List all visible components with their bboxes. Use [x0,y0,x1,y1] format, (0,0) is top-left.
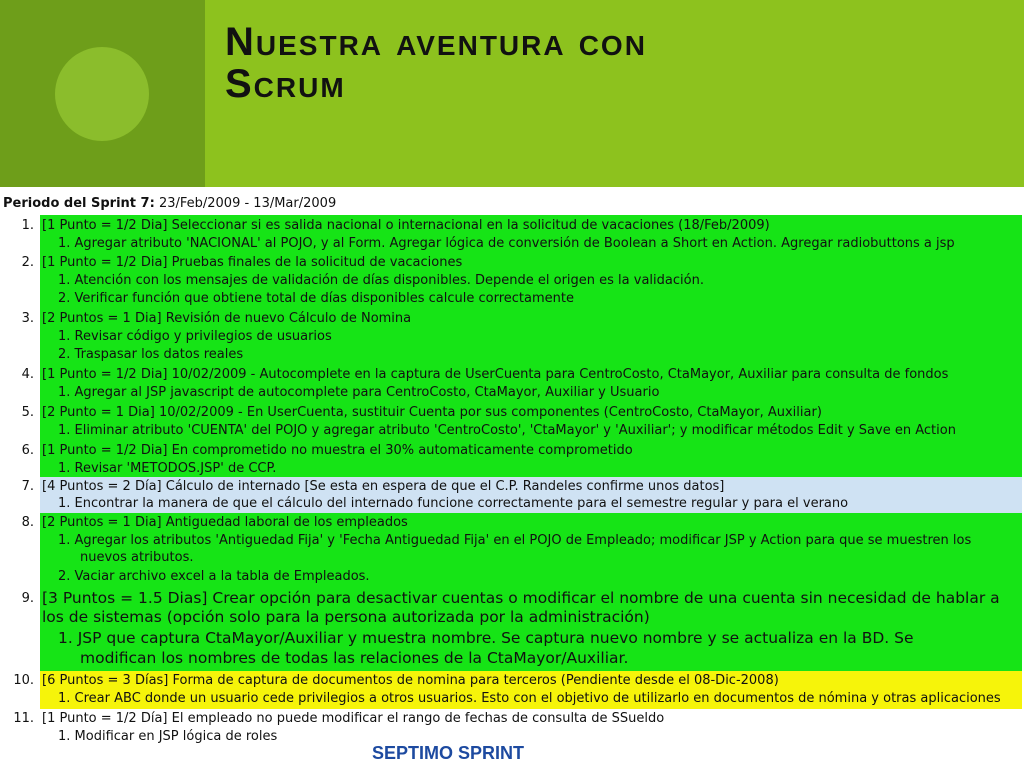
task-number: 6. [21,443,34,458]
sprint-period-label: Periodo del Sprint 7: [3,196,155,211]
task-title: [1 Punto = 1/2 Día] El empleado no puede modificar el rango de fechas de consulta de SSueldo [42,711,665,726]
task-title-continued: los de sistemas (opción solo para la persona autorizada por la administración) [42,608,650,626]
task-subitem: 1. Eliminar atributo 'CUENTA' del POJO y agregar atributo 'CentroCosto', 'CtaMayor' y 'Auxiliar'; y modificar métodos Edit y Save en Action [58,423,956,438]
task-number: 9. [21,591,34,606]
task-subitem: 1. Modificar en JSP lógica de roles [58,729,278,744]
task-subitem: 1. Crear ABC donde un usuario cede privilegios a otros usuarios. Esto con el objetivo de utilizarlo en documentos de nómina y otras aplicaciones [58,691,1001,706]
slide-title [225,22,647,105]
task-item [0,513,1024,587]
task-title: [1 Punto = 1/2 Dia] En comprometido no muestra el 30% automaticamente comprometido [42,443,633,458]
task-item [0,587,1024,671]
task-item [0,365,1024,403]
task-title: [6 Puntos = 3 Días] Forma de captura de documentos de nomina para terceros (Pendiente desde el 08-Dic-2008) [42,673,779,688]
task-title: [2 Puntos = 1 Dia] Revisión de nuevo Cálculo de Nomina [42,311,412,326]
task-subitem: 2. Vaciar archivo excel a la tabla de Empleados. [58,569,370,584]
task-title: [4 Puntos = 2 Día] Cálculo de internado [Se esta en espera de que el C.P. Randeles confirme unos datos] [42,479,725,494]
task-subitem-continued: modifican los nombres de todas las relaciones de la CtaMayor/Auxiliar. [80,649,629,667]
task-number: 2. [21,255,34,270]
task-item [0,253,1024,309]
task-title: [2 Puntos = 1 Dia] Antiguedad laboral de los empleados [42,515,408,530]
slide-footer: SEPTIMO SPRINT [372,743,525,763]
task-subitem: 2. Verificar función que obtiene total de días disponibles calcule correctamente [58,291,574,306]
task-number: 11. [13,711,34,726]
task-item [0,441,1024,477]
task-number: 4. [21,367,34,382]
task-item [0,403,1024,441]
task-title: [1 Punto = 1/2 Dia] 10/02/2009 - Autocomplete en la captura de UserCuenta para CentroCosto, CtaMayor, Auxiliar para consulta de fondos [42,367,949,382]
task-number: 8. [21,515,34,530]
task-subitem: 2. Traspasar los datos reales [58,347,244,362]
task-subitem: 1. Encontrar la manera de que el cálculo del internado funcione correctamente para el semestre regular y para el verano [58,496,849,511]
task-subitem: 1. Atención con los mensajes de validación de días disponibles. Depende el origen es la validación. [58,273,704,288]
decor-circle [55,47,149,141]
task-subitem: 1. Agregar los atributos 'Antiguedad Fija' y 'Fecha Antiguedad Fija' en el POJO de Empleado; modificar JSP y Action para que se muestren los [58,533,972,548]
title-line-1: Nuestra aventura con [225,20,647,64]
task-item [0,309,1024,365]
task-title: [3 Puntos = 1.5 Dias] Crear opción para desactivar cuentas o modificar el nombre de una cuenta sin necesidad de hablar a [42,589,1000,607]
task-item [0,215,1024,253]
task-subitem-continued: nuevos atributos. [80,550,194,565]
task-subitem: 1. Revisar código y privilegios de usuarios [58,329,332,344]
task-number: 3. [21,311,34,326]
task-number: 5. [21,405,34,420]
task-title: [1 Punto = 1/2 Dia] Pruebas finales de la solicitud de vacaciones [42,255,463,270]
task-number: 10. [13,673,34,688]
sprint-period-value: 23/Feb/2009 - 13/Mar/2009 [158,196,337,211]
task-subitem: 1. Revisar 'METODOS.JSP' de CCP. [58,461,277,476]
task-title: [2 Punto = 1 Dia] 10/02/2009 - En UserCuenta, sustituir Cuenta por sus componentes (CentroCosto, CtaMayor, Auxiliar) [42,405,822,420]
task-title: [1 Punto = 1/2 Dia] Seleccionar si es salida nacional o internacional en la solicitud de vacaciones (18/Feb/2009) [42,218,770,233]
title-area [205,0,1024,187]
title-line-2: Scrum [225,61,346,106]
task-number: 7. [21,479,34,494]
task-subitem: 1. Agregar al JSP javascript de autocomplete para CentroCosto, CtaMayor, Auxiliar y Usuario [58,385,660,400]
task-item [0,671,1024,709]
task-subitem: 1. JSP que captura CtaMayor/Auxiliar y muestra nombre. Se captura nuevo nombre y se actualiza en la BD. Se [58,629,914,647]
task-number: 1. [21,218,34,233]
sprint-period [3,196,336,211]
sprint-content [0,187,1024,768]
task-item [0,709,1024,745]
task-subitem: 1. Agregar atributo 'NACIONAL' al POJO, y al Form. Agregar lógica de conversión de Boolean a Short en Action. Agregar radiobuttons a jsp [58,236,955,251]
task-item [0,477,1024,513]
